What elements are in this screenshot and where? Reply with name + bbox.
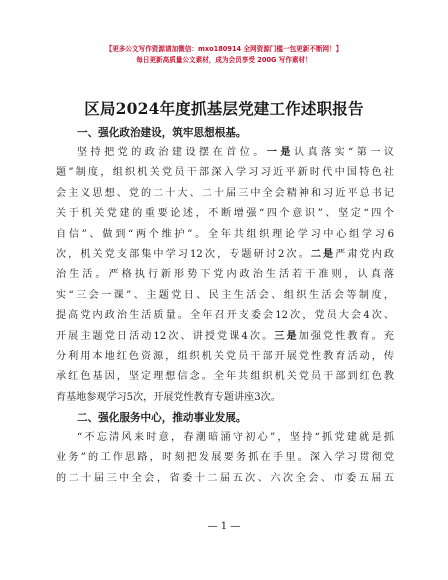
- ordinal-emphasis: 一是: [266, 147, 294, 158]
- body-line: [56, 327, 394, 347]
- line-text-tail: 严肃党内政: [335, 248, 394, 260]
- body-line: [56, 347, 394, 367]
- document-body: [56, 123, 394, 489]
- body-line: [56, 306, 394, 326]
- line-text: 业务”的工作思路，时刻把发展要务抓在手里。深入学习贯彻党: [56, 452, 394, 464]
- line-text: 育基地参观学习5次，开展党性教育专题讲座3次。: [56, 391, 281, 403]
- line-text: “不忘清风来时意，春潮暗涌守初心”，坚持“抓党建就是抓: [77, 432, 394, 444]
- line-text: 自信”、做到“两个维护”。全年共组织理论学习中心组学习6: [56, 228, 394, 240]
- page-number: — 1 —: [207, 521, 241, 532]
- body-line: [56, 184, 394, 204]
- line-text: 开展主题党日活动12次、讲授党课4次。: [56, 330, 275, 342]
- line-text: 题”制度，组织机关党员干部深入学习习近平新时代中国特色社: [56, 167, 394, 179]
- line-text: 分利用本地红色资源，组织机关党员干部开展党性教育活动，传: [56, 350, 394, 362]
- promo-line-1: 【更多公文写作资源请加微信：mxo180914 全网资源门槛一包更新不断网！】: [105, 45, 343, 53]
- body-line: [56, 225, 394, 245]
- line-text: 的二十届三中全会，省委十二届五次、六次全会、市委五届五: [56, 472, 394, 484]
- line-text: 提高党内政治生活质量。全年召开支委会12次，党员大会4次、: [56, 310, 394, 322]
- line-text-tail: 认真落实“第一议: [293, 147, 394, 158]
- line-text: 关于机关党建的重要论述，不断增强“四个意识”、坚定“四个: [56, 208, 394, 220]
- document-title: 区局2024年度抓基层党建工作述职报告: [84, 99, 364, 118]
- line-text: 承红色基因，坚定理想信念。全年共组织机关党员干部到红色教: [56, 371, 394, 383]
- body-line: [56, 448, 394, 468]
- line-text: 会主义思想、党的二十大、二十届三中全会精神和习近平总书记: [56, 187, 394, 199]
- ordinal-emphasis: 三是: [274, 330, 299, 342]
- body-line: [56, 428, 394, 448]
- promo-line-2: 每日更新高质量公文素材，成为会员享受 200G 写作素材！: [136, 56, 312, 64]
- body-line: [56, 388, 394, 408]
- line-text-tail: 加强党性教育。充: [298, 330, 394, 342]
- section-heading: 二、强化服务中心，推动事业发展。: [77, 412, 247, 425]
- body-line: [56, 286, 394, 306]
- line-text: 实“三会一课”、主题党日、民主生活会、组织生活会等制度，: [56, 289, 394, 301]
- body-line: [56, 265, 394, 285]
- line-text: 次，机关党支部集中学习12次，专题研讨2次。: [56, 248, 311, 260]
- ordinal-emphasis: 二是: [310, 248, 336, 260]
- body-line: [56, 245, 394, 265]
- body-line: [56, 469, 394, 489]
- body-line: [56, 204, 394, 224]
- line-text: 坚持把党的政治建设摆在首位。: [77, 147, 267, 158]
- body-line: [56, 143, 394, 163]
- body-line: [56, 367, 394, 387]
- line-text: 治生活。严格执行新形势下党内政治生活若干准则，认真落: [56, 269, 394, 281]
- section-heading: 一、强化政治建设，筑牢思想根基。: [77, 127, 247, 139]
- promo-banner: [0, 44, 448, 65]
- body-line: [56, 163, 394, 183]
